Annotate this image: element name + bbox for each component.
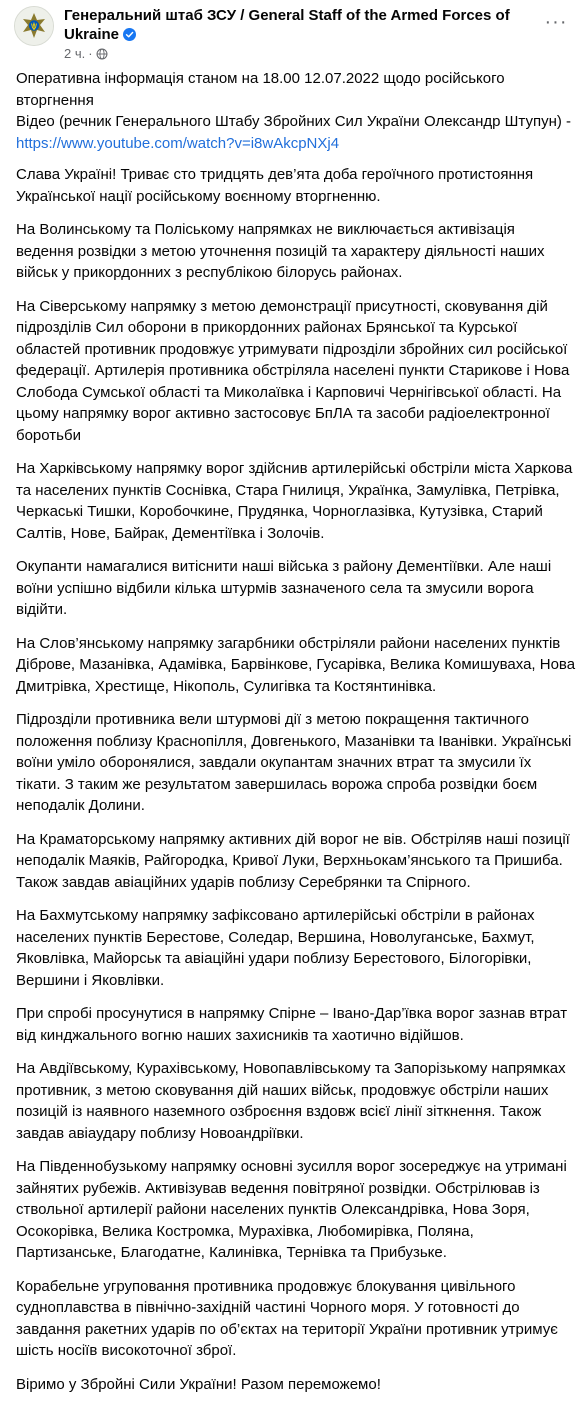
meta-separator: · xyxy=(88,46,93,61)
post-paragraph: На Авдіївському, Курахівському, Новопавлівському та Запорізькому напрямках противник, з метою сковування дій наших військ, продовжує обстріли наших позицій із наявного наземного озброєння вздовж всієї лінії зіткнення. Також завдав авіаудару поблизу Новоандріївки. xyxy=(16,1060,566,1142)
post-paragraph: На Бахмутському напрямку зафіксовано артилерійські обстріли в районах населених пунктів Берестове, Соледар, Вершина, Новолуганське, Бахмут, Яковлівка, Майорськ та авіаційні удари поблизу Берестового, Білогорівки, Вершини і Яковлівки. xyxy=(16,907,535,989)
post-paragraph: Слава Україні! Триває сто тридцять дев’ята доба героїчного протистояння Української нації російському воєнному вторгненню. xyxy=(16,166,534,205)
intro-video-credit: Відео (речник Генерального Штабу Збройних Сил України Олександр Штупун) - xyxy=(16,113,572,130)
more-options-button[interactable] xyxy=(542,8,570,36)
post-paragraph: Підрозділи противника вели штурмові дії з метою покращення тактичного положення поблизу Краснопілля, Довгенького, Мазанівки та Іванівки. Українські воїни уміло оборонялися, завдали окупантам значних втрат та змусили їх тікати. З таким же результатом завершилась ворожа спроба розвідки боєм неподалік Долини. xyxy=(16,711,572,814)
video-link[interactable]: https://www.youtube.com/watch?v=i8wAkcpNXj4 xyxy=(16,134,340,152)
globe-icon[interactable] xyxy=(96,48,108,60)
post-intro xyxy=(16,68,576,154)
verified-badge-icon xyxy=(123,28,136,41)
post-paragraph: Віримо у Збройні Сили України! Разом переможемо! xyxy=(16,1375,381,1393)
post-timestamp[interactable]: 2 ч. xyxy=(64,46,86,61)
page-avatar[interactable] xyxy=(14,6,54,46)
post-body xyxy=(16,68,576,1407)
post-paragraph: На Сіверському напрямку з метою демонстрації присутності, сковування дій підрозділів Сил оборони в прикордонних районах Брянської та Курської областей противник продовжує утримувати підрозділи збройних сил російської федерації. Артилерія противника обстріляла населені пункти Старикове і Нова Слобода Сумської області та Миколаївка і Карповичі Чернігівської області. На цьому напрямку ворог активно застосовує БпЛА та засоби радіоелектронної боротьби xyxy=(16,297,570,444)
post-paragraph: На Волинському та Поліському напрямках не виключається активізація ведення розвідки з метою уточнення позицій та характеру діяльності наших військ у прикордонних з республікою білорусь районах. xyxy=(16,221,545,281)
post-paragraph: При спробі просунутися в напрямку Спірне – Івано-Дар’ївка ворог зазнав втрат від кинджального вогню наших захисників та хаотично відійшов. xyxy=(16,1005,568,1044)
more-options-icon: ··· xyxy=(544,10,568,33)
post-paragraph: Окупанти намагалися витіснити наші війська з району Дементіївки. Але наші воїни успішно відбили кілька штурмів зазначеного села та змусили ворога відійти. xyxy=(16,558,552,618)
page-name-text[interactable]: Генеральний штаб ЗСУ / General Staff of the Armed Forces of Ukraine xyxy=(64,7,510,43)
post-paragraph: На Краматорському напрямку активних дій ворог не вів. Обстріляв наші позиції неподалік Маяків, Райгородка, Кривої Луки, Верхньокам’янського та Пришиба. Також завдав авіаційних ударів поблизу Серебрянки та Спірного. xyxy=(16,830,570,891)
post-paragraph: На Харківському напрямку ворог здійснив артилерійські обстріли міста Харкова та населених пунктів Соснівка, Стара Гнилиця, Українка, Замулівка, Петрівка, Черкаські Тишки, Коробочкине, Прудянка, Чорноглазівка, Кутузівка, Старий Салтів, Нове, Байрак, Дементіївка і Золочів. xyxy=(16,460,573,542)
post-paragraph: На Південнобузькому напрямку основні зусилля ворог зосереджує на утримані зайнятих рубежів. Активізував ведення повітряної розвідки. Обстрілював із ствольної артилерії райони населених пунктів Олександрівка, Нова Зоря, Осокорівка, Велика Костромка, Мурахівка, Любомирівка, Поляна, Партизанське, Благодатне, Калинівка, Тернівка та Прибузьке. xyxy=(16,1158,567,1261)
post-header xyxy=(14,6,574,64)
page-name[interactable] xyxy=(64,6,524,44)
post-meta xyxy=(64,46,108,62)
post-paragraph: На Слов’янському напрямку загарбники обстріляли райони населених пунктів Діброве, Мазанівка, Адамівка, Барвінкове, Гусарівка, Велика Комишуваха, Нова Дмитрівка, Хрестище, Нікополь, Сулигівка та Костянтинівка. xyxy=(16,634,576,695)
general-staff-emblem-icon xyxy=(15,7,53,45)
post-paragraph: Корабельне угруповання противника продовжує блокування цивільного судноплавства в північно-західній частині Чорного моря. У готовності до завдання ракетних ударів по об’єктах на території України противник утримує шість носіїв високоточної зброї. xyxy=(16,1277,558,1359)
intro-headline: Оперативна інформація станом на 18.00 12.07.2022 щодо російського вторгнення xyxy=(16,70,505,109)
